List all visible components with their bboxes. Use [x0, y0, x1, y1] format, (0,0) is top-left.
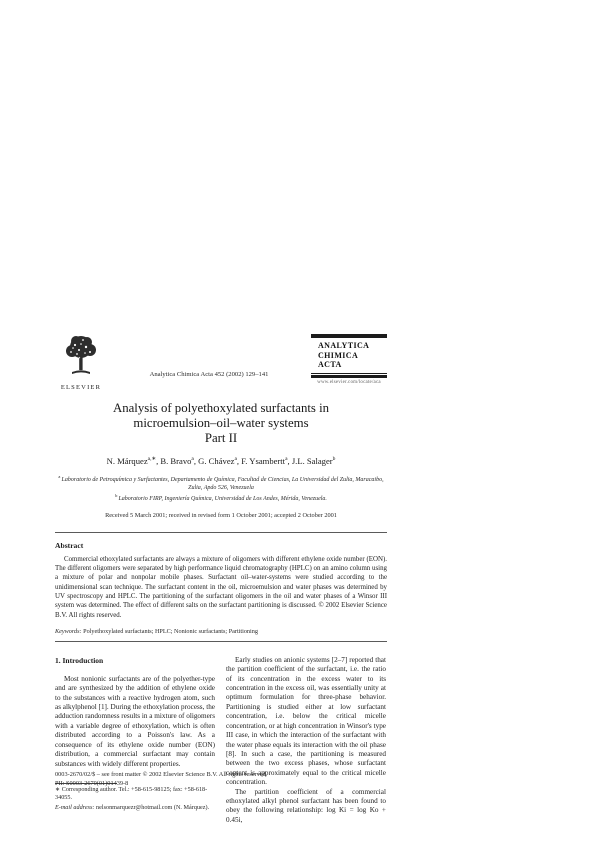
journal-name-line3: ACTA — [318, 360, 342, 369]
main-content — [55, 401, 387, 825]
email-value: nelsonmarquezr@hotmail.com (N. Márquez). — [94, 804, 210, 812]
right-paragraph-1: Early studies on anionic systems [2–7] reported that the partition coefficient of the surfactant, i.e. the ratio of its concentration in the excess water to its concentration in the excess oil, was essentially unity at optimum formulation for three-phase behavior. Partitioning is studied either at low surfactant concentration, i.e. below the critical micelle concentration, or at high concentration in Winsor's type III case, in which the interaction of the surfactant with the water phase equals its interaction with the oil phase [8]. In such a case, the partitioning is measured between the two excess phases, whose surfactant content is approximately equal to the critical micelle concentration. — [226, 655, 386, 787]
footer-pii: PII: S0003-2670(01)01439-8 — [55, 779, 129, 787]
body-columns — [55, 656, 387, 825]
divider-below-keywords — [55, 641, 387, 642]
masthead-rule-thin — [311, 373, 387, 374]
masthead-rule-thick — [311, 375, 387, 378]
author-list: N. Márquez$^{a,∗}$, B. Bravo$^a$, G. Chávez$^a$, F. Ysambertt$^a$, J.L. Salager$^b$ — [106, 456, 336, 466]
footer-copyright: 0003-2670/02/$ – see front matter © 2002 Elsevier Science B.V. All rights reserved. — [55, 771, 268, 778]
keywords-label: Keywords: — [55, 627, 82, 635]
journal-citation: Analytica Chimica Acta 452 (2002) 129–141 — [149, 371, 269, 378]
title-line1: Analysis of polyethoxylated surfactants in — [112, 401, 330, 415]
author-affiliation-mark: a,∗ — [147, 456, 157, 463]
affiliation: $^a$ Laboratorio de Petroquímica y Surfactantes, Departamento de Química, Facultad de Ciencias, La Universidad del Zulia, Maracaibo, Zulia, Apdo 526, Venezuela — [58, 474, 384, 491]
title-line2: microemulsion–oil–water systems — [133, 416, 309, 430]
email-label: E-mail address: — [55, 804, 95, 812]
masthead-top-bar — [311, 334, 387, 338]
affiliation-list — [55, 473, 387, 504]
elsevier-logo — [55, 334, 107, 391]
journal-masthead — [311, 334, 387, 385]
page-footer — [55, 771, 395, 788]
affiliation: $^b$ Laboratorio FIRP, Ingeniería Química, Universidad de Los Andes, Mérida, Venezuela. — [115, 493, 327, 503]
received-dates: Received 5 March 2001; received in revised form 1 October 2001; accepted 2 October 2001 — [105, 511, 337, 519]
author: B. Bravo — [160, 456, 192, 466]
right-column — [226, 656, 386, 825]
elsevier-tree-icon — [61, 334, 101, 378]
divider-above-abstract — [55, 532, 387, 533]
author-affiliation-mark: b — [332, 456, 336, 463]
elsevier-wordmark: ELSEVIER — [60, 384, 102, 391]
footnote-contact: ∗ Corresponding author. Tel.: +58-615-98125; fax: +58-618-34055. — [55, 785, 208, 802]
affiliation-mark: a — [58, 474, 62, 479]
author-affiliation-mark: a — [191, 456, 194, 463]
author: G. Chávez — [198, 456, 235, 466]
keywords-text: Polyethoxylated surfactants; HPLC; Nonionic surfactants; Partitioning — [81, 627, 258, 635]
paper-title — [55, 401, 387, 446]
author-affiliation-mark: a — [234, 456, 237, 463]
affiliation-mark: b — [115, 493, 119, 499]
author: F. Ysambertt — [241, 456, 286, 466]
journal-name-line1: ANALYTICA — [318, 341, 370, 350]
journal-name — [311, 341, 387, 370]
author-affiliation-mark: a — [285, 456, 288, 463]
footnote-email — [55, 804, 215, 812]
journal-name-line2: CHIMICA — [318, 350, 359, 360]
author: N. Márquez — [106, 456, 148, 466]
journal-url: www.elsevier.com/locate/aca — [317, 379, 381, 385]
section-heading-introduction: 1. Introduction — [55, 655, 104, 665]
page-header — [55, 334, 387, 391]
author: J.L. Salager — [291, 456, 333, 466]
title-line3: Part II — [204, 431, 238, 445]
left-column — [55, 656, 215, 825]
abstract-text: Commercial ethoxylated surfactants are always a mixture of oligomers with different ethylene oxide number (EON). The different oligomers were separated by high performance liquid chromatography (HPLC) on an amino column using a mixture of polar and nonpolar mobile phases. Surfactant oil–water-systems were studied according to the unidimensional scan technique. The surfactant content in the oil, microemulsion and water phases was determined by UV spectroscopy and HPLC. The partitioning of the surfactant oligomers in the oil and water phases of a Winsor III system was determined. The effect of different salts on the surfactant partitioning is discussed. © 2002 Elsevier Science B.V. All rights reserved. — [55, 555, 387, 619]
intro-paragraph: Most nonionic surfactants are of the polyether-type and are synthesized by the addition of ethylene oxide to the substances with a reactive hydrogen atom, such as alkylphenol [1]. During the ethoxylation process, the adduction randomness results in a mixture of oligomers with a variable degree of ethoxylation, which is often distributed according to a Poisson's law. As a consequence of its ethylene oxide number (EON) distribution, a commercial surfactant may contain substances with widely different properties. — [55, 674, 215, 768]
right-paragraph-2: The partition coefficient of a commercial ethoxylated alkyl phenol surfactant has been found to obey the following relationship: log Ki = log Ko + 0.45i, — [226, 787, 386, 824]
keywords-line — [55, 628, 387, 635]
abstract-heading: Abstract — [55, 540, 84, 550]
